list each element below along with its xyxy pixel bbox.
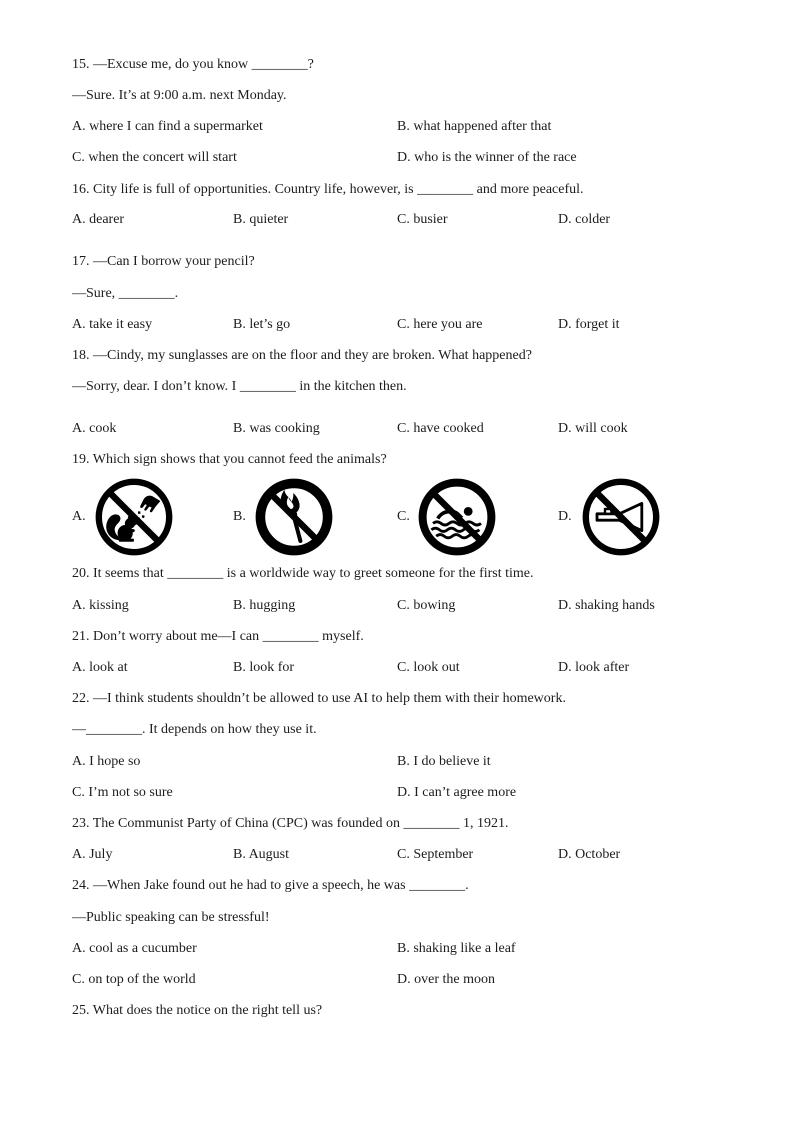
question-23-option-b: B. August: [233, 847, 290, 862]
question-21-option-c: C. look out: [397, 660, 460, 675]
question-16-option-b: B. quieter: [233, 212, 289, 227]
question-15-option-c: C. when the concert will start: [72, 150, 237, 165]
question-22-option-d: D. I can’t agree more: [397, 785, 517, 800]
question-17-option-c: C. here you are: [397, 317, 483, 332]
question-17-stem: 17. —Can I borrow your pencil?: [72, 254, 255, 269]
question-24-option-d: D. over the moon: [397, 972, 495, 987]
question-18-option-d: D. will cook: [558, 421, 628, 436]
question-23-option-a: A. July: [72, 847, 113, 862]
no-honking-sign-icon: [581, 477, 661, 557]
question-19-option-d-label: D.: [558, 509, 572, 524]
question-19-option-b-label: B.: [233, 509, 246, 524]
question-17-option-b: B. let’s go: [233, 317, 291, 332]
question-18-reply: —Sorry, dear. I don’t know. I ________ in the kitchen then.: [72, 379, 407, 394]
question-22-option-c: C. I’m not so sure: [72, 785, 173, 800]
question-15-option-b: B. what happened after that: [397, 119, 552, 134]
question-19-option-a-label: A.: [72, 509, 86, 524]
question-16-stem: 16. City life is full of opportunities. Country life, however, is ________ and more peaceful.: [72, 182, 584, 197]
question-24-stem: 24. —When Jake found out he had to give a speech, he was ________.: [72, 878, 469, 893]
question-20-stem: 20. It seems that ________ is a worldwide way to greet someone for the first time.: [72, 566, 534, 581]
question-22-option-b: B. I do believe it: [397, 754, 491, 769]
question-22-option-a: A. I hope so: [72, 754, 141, 769]
question-15-option-a: A. where I can find a supermarket: [72, 119, 263, 134]
question-18-option-a: A. cook: [72, 421, 117, 436]
question-21-option-b: B. look for: [233, 660, 295, 675]
question-23-stem: 23. The Communist Party of China (CPC) was founded on ________ 1, 1921.: [72, 816, 509, 831]
question-17-option-a: A. take it easy: [72, 317, 153, 332]
question-23-option-d: D. October: [558, 847, 621, 862]
question-16-option-a: A. dearer: [72, 212, 125, 227]
question-21-option-d: D. look after: [558, 660, 630, 675]
no-feeding-sign-icon: [94, 477, 174, 557]
question-22-stem: 22. —I think students shouldn’t be allowed to use AI to help them with their homework.: [72, 691, 566, 706]
question-25-stem: 25. What does the notice on the right tell us?: [72, 1003, 323, 1018]
question-15-option-d: D. who is the winner of the race: [397, 150, 577, 165]
question-15-stem: 15. —Excuse me, do you know ________?: [72, 57, 314, 72]
question-19-option-c-label: C.: [397, 509, 410, 524]
question-15-reply: —Sure. It’s at 9:00 a.m. next Monday.: [72, 88, 287, 103]
question-17-option-d: D. forget it: [558, 317, 620, 332]
question-18-option-c: C. have cooked: [397, 421, 484, 436]
question-24-option-a: A. cool as a cucumber: [72, 941, 197, 956]
question-20-option-a: A. kissing: [72, 598, 129, 613]
question-21-option-a: A. look at: [72, 660, 128, 675]
question-16-option-d: D. colder: [558, 212, 611, 227]
question-24-reply: —Public speaking can be stressful!: [72, 910, 270, 925]
question-18-stem: 18. —Cindy, my sunglasses are on the floor and they are broken. What happened?: [72, 348, 532, 363]
question-17-reply: —Sure, ________.: [72, 286, 179, 301]
question-24-option-b: B. shaking like a leaf: [397, 941, 516, 956]
question-20-option-b: B. hugging: [233, 598, 296, 613]
question-20-option-c: C. bowing: [397, 598, 456, 613]
question-20-option-d: D. shaking hands: [558, 598, 655, 613]
question-22-reply: —________. It depends on how they use it.: [72, 722, 317, 737]
question-18-option-b: B. was cooking: [233, 421, 320, 436]
question-16-option-c: C. busier: [397, 212, 448, 227]
no-fire-sign-icon: [254, 477, 334, 557]
question-19-stem: 19. Which sign shows that you cannot feed the animals?: [72, 452, 387, 467]
question-23-option-c: C. September: [397, 847, 474, 862]
no-swimming-sign-icon: [417, 477, 497, 557]
question-24-option-c: C. on top of the world: [72, 972, 196, 987]
question-21-stem: 21. Don’t worry about me—I can ________ myself.: [72, 629, 364, 644]
